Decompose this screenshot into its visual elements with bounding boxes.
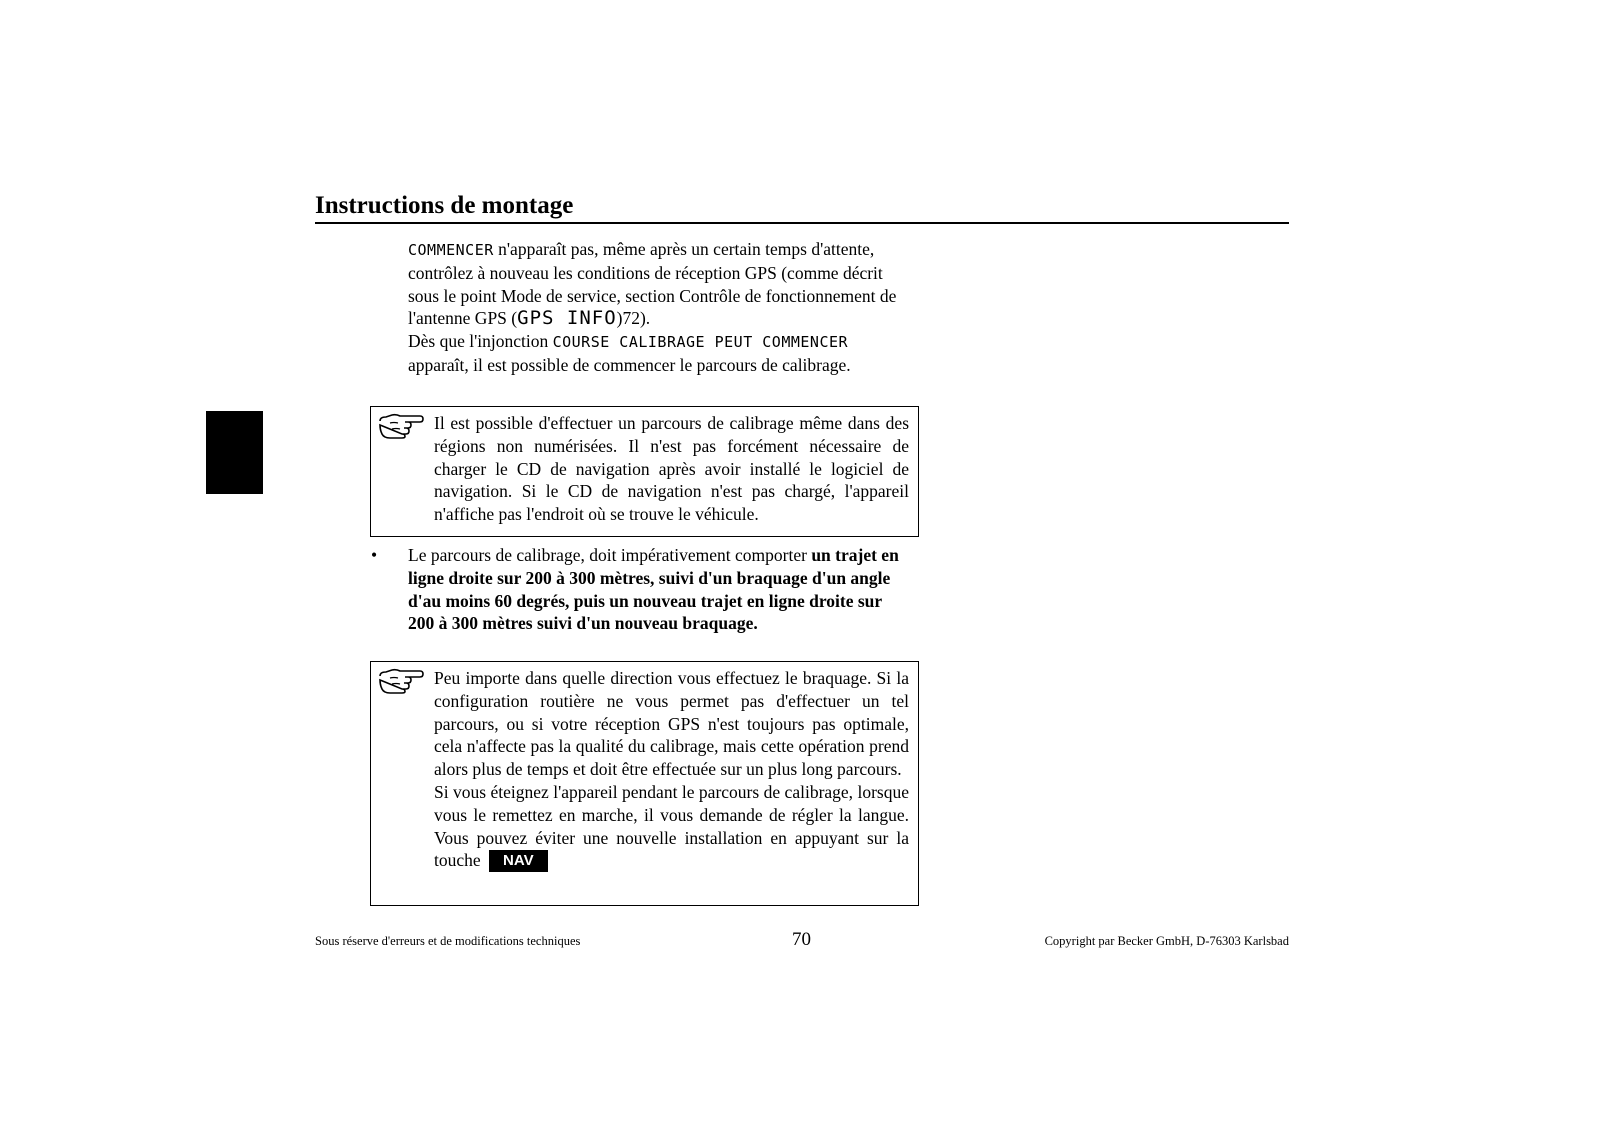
pointing-hand-icon [378, 666, 424, 694]
note-2-text-1: Peu importe dans quelle direction vous effectuez le braquage. Si la configuration routière ne vous permet pas d'effectuer un tel parcours, ou si votre réception GPS n'est toujours pas optimale, cela n'affecte pas la qualité du calibrage, mais cette opération prend alors plus de temps et doit être effectuée sur un plus long parcours. [434, 668, 909, 780]
bullet-text-normal: Le parcours de calibrage, doit impérativement comporter [408, 545, 812, 565]
note-1-text: Il est possible d'effectuer un parcours de calibrage même dans des régions non numérisées. Il n'est pas forcément nécessaire de charger le CD de navigation après avoir installé le logiciel de navigation. Si le CD de navigation n'est pas chargé, l'appareil n'affiche pas l'endroit où se trouve le véhicule. [434, 413, 909, 525]
nav-key-label: NAV [489, 850, 548, 872]
chapter-tab-marker [206, 411, 263, 494]
bullet-text-bold: un trajet en ligne droite sur 200 à 300 mètres, suivi d'un braquage d'un angle d'au moins 60 degrés, puis un nouveau trajet en ligne droite sur 200 à 300 mètres suivi d'un nouveau braquage. [408, 545, 899, 634]
page-title: Instructions de montage [315, 190, 1289, 224]
intro-text-1: n'apparaît pas, même après un certain temps d'attente, contrôlez à nouveau les conditions de réception GPS (comme décrit sous le point Mode de service, section Contrôle de fonctionnement de l'antenne GPS ( [408, 239, 897, 329]
intro-text-4: apparaît, il est possible de commencer le parcours de calibrage. [408, 354, 851, 375]
lcd-text-commencer: COMMENCER [408, 241, 494, 259]
note-2-text [434, 667, 909, 872]
bullet-marker: • [371, 545, 378, 565]
bullet-text [408, 544, 910, 635]
intro-paragraph [408, 238, 910, 377]
footer-copyright: Copyright par Becker GmbH, D-76303 Karlsbad [1044, 934, 1289, 948]
lcd-text-course-calibrage: COURSE CALIBRAGE PEUT COMMENCER [552, 333, 849, 352]
note-box-1 [370, 406, 919, 537]
page-number: 70 [792, 929, 811, 950]
footer-disclaimer: Sous réserve d'erreurs et de modifications techniques [315, 934, 581, 948]
note-box-2 [370, 661, 919, 906]
pointing-hand-icon [378, 411, 424, 439]
intro-text-2: )72). [616, 308, 651, 329]
lcd-text-gps-info: GPS INFO [517, 307, 617, 330]
intro-text-3: Dès que l'injonction [408, 331, 553, 352]
note-2-text-2: Si vous éteignez l'appareil pendant le parcours de calibrage, lorsque vous le remettez en marche, il vous demande de régler la langue. Vous pouvez éviter une nouvelle installation en appuyant sur la touche [434, 781, 909, 871]
